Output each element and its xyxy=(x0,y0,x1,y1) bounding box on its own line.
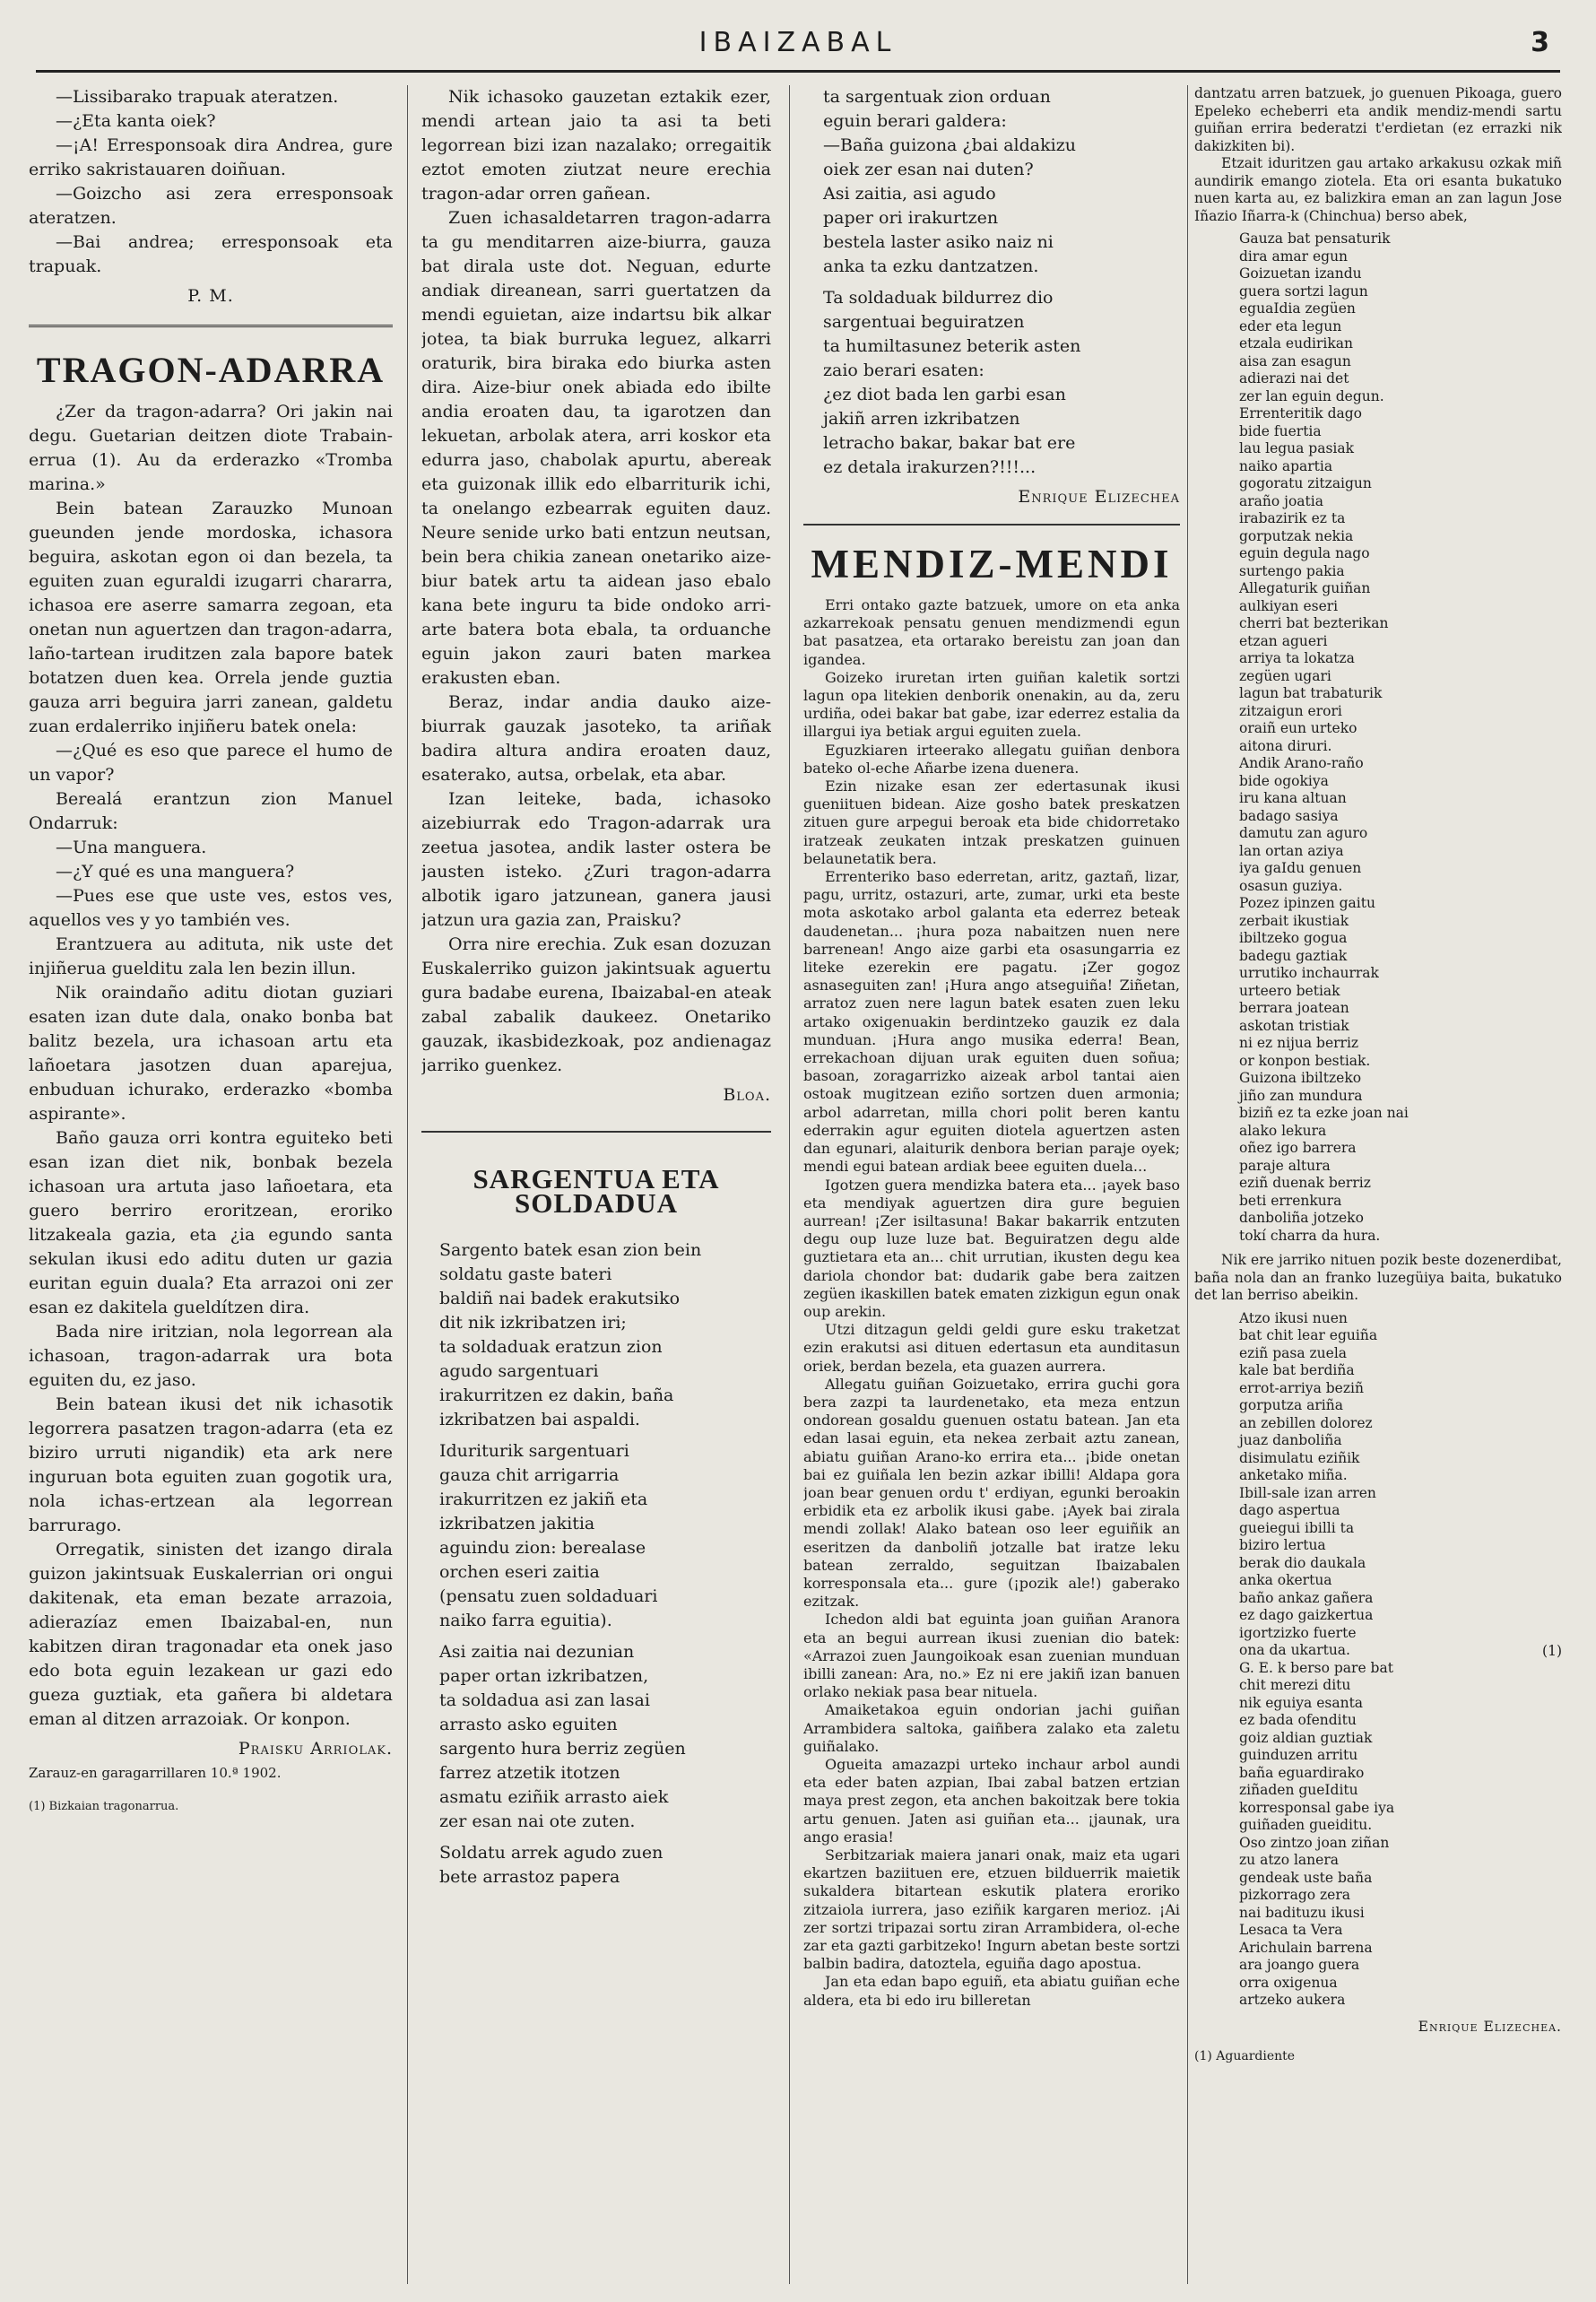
verse-line: eziñ pasa zuela xyxy=(1239,1344,1348,1361)
verse-line: Sargento batek esan zion bein xyxy=(439,1240,702,1260)
verse-line: askotan tristiak xyxy=(1239,1017,1349,1034)
poem-verses xyxy=(1194,230,1562,1245)
verse-line: zegüen ugari xyxy=(1239,667,1331,684)
verse-line: guiñaden gueiditu. xyxy=(1239,1817,1373,1833)
column-divider xyxy=(789,85,790,2284)
verse-line: kale bat berdiña xyxy=(1239,1362,1355,1378)
article-paragraph: Ogueita amazazpi urteko inchaur arbol aundi eta eder baten azpian, Ibai zabal batzen ertzian maya prest zegon, eta anchen bakoitzak bere tokia artu genuen. Jaten asi guiñan eta... ¡jaunak, ura ango erasia! xyxy=(803,1756,1180,1846)
footnote-marker: (1) xyxy=(1542,1642,1562,1659)
article-paragraph: Goizeko iruretan irten guiñan kaletik sortzi lagun opa litekien denborik onenakin, au da, zeru urdiña, odei bakar bat gabe, izar ederrez estalia da illargui iya betiak argui eguiten zuela. xyxy=(803,668,1180,741)
verse-line: cherri bat bezterikan xyxy=(1239,615,1389,631)
verse-line: zerbait ikustiak xyxy=(1239,912,1349,929)
verse-line: zer lan eguin degun. xyxy=(1239,387,1384,404)
verse-line: badago sasiya xyxy=(1239,807,1339,824)
verse-line: anka ta ezku dantzatzen. xyxy=(823,256,1039,276)
verse-line: ziñaden gueIditu xyxy=(1239,1782,1358,1798)
verse-line: igortzizko fuerte xyxy=(1239,1624,1357,1641)
article-paragraph: Erantzuera au adituta, nik uste det injiñerua guelditu zala len bezin illun. xyxy=(29,934,393,978)
verse-line: tokí charra da hura. xyxy=(1239,1227,1381,1244)
article-paragraph: dantzatu arren batzuek, jo guenuen Pikoaga, guero Epeleko echeberri eta andik mendiz-mendi sartu guiñan errira bederatzi t'erdietan (ez errazki nik dakizkiten bi). xyxy=(1194,85,1562,154)
verse-line: lagun bat trabaturik xyxy=(1239,685,1383,701)
verse-line: Asi zaitia nai dezunian xyxy=(439,1642,635,1662)
verse-line: baldiñ nai badek erakutsiko xyxy=(439,1289,681,1308)
verse-line: an zebillen dolorez xyxy=(1239,1414,1373,1431)
verse-line: ez bada ofenditu xyxy=(1239,1712,1357,1728)
verse-line: zer esan nai ote zuten. xyxy=(439,1811,636,1831)
verse-line: eguaIdia zegüen xyxy=(1239,300,1356,317)
verse-line: zitzaigun erori xyxy=(1239,702,1342,719)
verse-line: dago aspertua xyxy=(1239,1502,1340,1518)
verse-line: Iduriturik sargentuari xyxy=(439,1441,629,1461)
poem-verses xyxy=(1194,1310,1562,2010)
verse-line: irakurritzen ez dakin, baña xyxy=(439,1386,674,1405)
article-paragraph: Allegatu guiñan Goizuetako, errira guchi gora bera zazpi ta laurdenetako, eta meza entzun ondorean gosaldu guenuen ostatu batean. Jan eta edan lasai eguin, eta nekea zerbait aztu zanean, abiatu guiñan Arano-ko errira eta... ¡bide onetan bai ez guiñala len bezin azkar ibilli! Aldapa gora joan bear genuen ordu t' erdiyan, egunki beroakin erbidik eta ez arbolik ikusi gabe. ¡Ayek bai zirala mendi zollak! Alako batean oso leer eguiñik an eseritzen da danboliñ jotzalle bat iratze leku batean zerraldo, seguitzan Ibaizabalen korresponsala eta... gure (¡pozik ale!) gaberako ezitzak. xyxy=(803,1375,1180,1611)
verse-line: aitona diruri. xyxy=(1239,737,1332,754)
article-title: MENDIZ-MENDI xyxy=(811,542,1173,586)
verse-line: iru kana altuan xyxy=(1239,790,1347,806)
verse-line: orra oxigenua xyxy=(1239,1974,1338,1991)
dialogue-ending xyxy=(29,85,393,308)
verse-line: disimulatu eziñik xyxy=(1239,1449,1360,1466)
verse-line: ni ez nijua berriz xyxy=(1239,1035,1359,1051)
verse-line: adierazi nai det xyxy=(1239,370,1349,387)
verse-line: eguin degula nago xyxy=(1239,545,1370,561)
signature: Praisku Arriolak. xyxy=(238,1739,393,1759)
signature: Enrique Elizechea. xyxy=(1418,2018,1562,2035)
article-paragraph: Nik ichasoko gauzetan eztakik ezer, mendi artean jaio ta asi ta beti legorrean bizi izan nazalako; orregaitik eztot emoten ziutzat neure erechia tragon-adar orren gañean. xyxy=(421,87,771,204)
verse-line: juaz danboliña xyxy=(1239,1432,1342,1448)
poem-title: SARGENTUA ETA SOLDADUA xyxy=(473,1163,720,1219)
page-number: 3 xyxy=(1531,27,1549,58)
article-paragraph: Nik oraindaño aditu diotan guziari esaten izan dute dala, onako bonba bat balitz bezela, ura ichasoan artu eta lañoetara jasotzen duan aparejua, enbuduan ichurako, erderazko «bomba aspirante». xyxy=(29,983,393,1124)
verse-line: ta sargentuak zion orduan xyxy=(823,87,1051,107)
dialogue-line: —Lissibarako trapuak ateratzen. xyxy=(56,87,339,107)
masthead-title: IBAIZABAL xyxy=(698,27,898,58)
article-paragraph: Errenteriko baso ederretan, aritz, gaztañ, lizar, pagu, urritz, ostazuri, arte, zumar, urki eta beste mota askotako arbol galanta eta ederrez beteak daudenetan... ¡hura poza nabaitzen nuen nere barrenean! Ango aize garbi eta osasungarria ez liteke ezerekin ere pagatu. ¡Zer gogoz asnaseguiten zan! ¡Hura ango atseguiña! Ziñetan, arratoz zuen nere lagun batek esaten zuen leku artako oxigenuakin berdintzeko gauzik ez dala munduan. ¡Hura ango musika ederra! Bean, errekachoan dijuan urak eguiten duen soñua; basoan, zoragarrizko aizeak arbol tantai aien ostoak mugitzean eziño sortzen duen armonia; arbol adarretan, milla chori polit beren kantu ederrakin agur eguiten diotela aguertzen asten dan egunari, alaiturik denbora berian paraje oyek; mendi egui batean ardiak beee eguiten duela... xyxy=(803,868,1180,1176)
verse-line: osasun guziya. xyxy=(1239,877,1343,894)
column-divider xyxy=(1187,85,1188,2284)
article-paragraph: Igotzen guera mendizka batera eta... ¡ayek baso eta mendiyak aguertzen dira gure beguien aurrean! ¡Zer isiltasuna! Bakar bakarrik entzuten degu oup luze luze bat. Beguiratzen degu alde guztietara eta an... chit urrutian, ikusten degu kea dariola chondor bat: dudarik gabe bera zaitzen zegüen ikaskillen batek ematen zizkigun egun onak oup arekin. xyxy=(803,1176,1180,1320)
verse-line: danboliña jotzeko xyxy=(1239,1210,1364,1226)
verse-line: lan ortan aziya xyxy=(1239,842,1344,859)
article-tragon-adarra xyxy=(29,350,393,1819)
verse-line: Arichulain barrena xyxy=(1239,1939,1373,1956)
verse-line: ez detala irakurzen?!!!... xyxy=(823,457,1037,477)
verse-line: gorputza ariña xyxy=(1239,1397,1343,1413)
verse-line: eziñ duenak berriz xyxy=(1239,1175,1371,1191)
verse-line: irabazirik ez ta xyxy=(1239,510,1346,526)
verse-line: araño joatia xyxy=(1239,492,1323,509)
verse-line: gorputzak nekia xyxy=(1239,527,1354,544)
verse-line: baña eguardirako xyxy=(1239,1764,1365,1781)
verse-line: urrutiko inchaurrak xyxy=(1239,965,1379,981)
verse-line: etzala eudirikan xyxy=(1239,335,1353,352)
signature: P. M. xyxy=(187,286,234,306)
verse-line: Allegaturik guiñan xyxy=(1239,580,1371,596)
article-paragraph: Ezin nizake esan zer edertasunak ikusi gueniituen bidean. Aize gosho batek preskatzen zituen gure arpegui beroak eta bide chidorretako iratzeak zeukaten intzak preskatzen guinuen belaunetatik bera. xyxy=(803,777,1180,867)
verse-line: alako lekura xyxy=(1239,1122,1327,1139)
verse-line: izkribatzen jakitia xyxy=(439,1514,595,1533)
verse-line: gendeak uste baña xyxy=(1239,1869,1373,1886)
article-paragraph: Bein batean Zarauzko Munoan gueunden jende mordoska, ichasora beguira, askotan egon oi dan bezela, ta eguiten zuan eguraldi izugarri chararra, ichasoa ere aserre samarra zegoan, eta onetan nun aguertzen dan tragon-adarra, laño-tartean iruditzen zala bapore batek botatzen duen kea. Orrela jende guztia gauza arri beguira jarri zanean, galdetu zuan erdalerriko injiñeru batek onela: xyxy=(29,499,393,736)
verse-line: Oso zintzo joan ziñan xyxy=(1239,1834,1390,1851)
verse-line: —Baña guizona ¿bai aldakizu xyxy=(823,135,1076,155)
article-paragraph: Orregatik, sinisten det izango dirala guizon jakintsuak Euskalerrian ori ongui dakitenak, eta eman bezate arrazoia, adierazíaz emen Ibaizabal-en, nun kabitzen diran tragonadar eta onek jaso edo bota eguin lezakean ur gazi edo gueza guztiak, eta gañera bi aldetara eman al ditzen arrazoiak. Or konpon. xyxy=(29,1540,393,1729)
column-2 xyxy=(421,85,771,2284)
verse-line: dit nik izkribatzen iri; xyxy=(439,1313,627,1333)
article-body xyxy=(803,596,1180,2010)
verse-line: guinduzen arritu xyxy=(1239,1747,1358,1763)
verse-line: baño ankaz gañera xyxy=(1239,1589,1374,1606)
verse-line: arriya ta lokatza xyxy=(1239,650,1355,666)
verse-line: paraje altura xyxy=(1239,1157,1331,1174)
verse-line: gauza chit arrigarria xyxy=(439,1465,620,1485)
verse-line: oraiñ eun urteko xyxy=(1239,720,1357,736)
verse-line: iya gaIdu genuen xyxy=(1239,860,1362,876)
verse-line: Ta soldaduak bildurrez dio xyxy=(823,288,1054,308)
verse-line: chit merezi ditu xyxy=(1239,1677,1351,1693)
article-paragraph: Bein batean ikusi det nik ichasotik legorrera pasatzen tragon-adarra (eta ez biziro urruti nigandik) eta ark nere inguruan bota eguiten zuan gogotik ura, nola ichas-ertzean ala legorrean barrurago. xyxy=(29,1394,393,1535)
section-rule xyxy=(421,1131,771,1133)
dateline: Zarauz-en garagarrillaren 10.ª 1902. xyxy=(29,1765,282,1781)
column-3 xyxy=(803,85,1180,2284)
verse-line: ara joango guera xyxy=(1239,1957,1360,1973)
verse-line: anketako miña. xyxy=(1239,1467,1348,1483)
article-paragraph: ¿Zer da tragon-adarra? Ori jakin nai degu. Guetarian deitzen diote Trabain-errua (1). Au da erderazko «Tromba marina.» xyxy=(29,402,393,494)
article-paragraph: Ichedon aldi bat eguinta joan guiñan Aranora eta an begui aurrean ikusi zuenian dio batek: «Arrazoi zuen Jaungoikoak esan zuenian munduan ibilli zanean: Ara, no.» Ez ni ere jakiñ izan banuen orlako nekiak pasa bear nituela. xyxy=(803,1611,1180,1701)
verse-line: Lesaca ta Vera xyxy=(1239,1922,1343,1938)
verse-line: agudo sargentuari xyxy=(439,1361,599,1381)
verse-line: orchen eseri zaitia xyxy=(439,1562,600,1582)
verse-line: paper ori irakurtzen xyxy=(823,208,999,228)
verse-line: etzan agueri xyxy=(1239,632,1328,649)
verse-line: Goizuetan izandu xyxy=(1239,265,1362,282)
article-paragraph: Nik ere jarriko nituen pozik beste dozenerdibat, baña nola dan an franko luzegüiya baita, bukatuko det lan berriso abeikin. xyxy=(1194,1252,1562,1303)
verse-line: (pensatu zuen soldaduari xyxy=(439,1586,658,1606)
verse-line: badegu gaztiak xyxy=(1239,947,1348,964)
verse-line: Ibill-sale izan arren xyxy=(1239,1484,1376,1501)
article-paragraph: —¿Y qué es una manguera? xyxy=(56,862,295,882)
footnote: (1) Aguardiente xyxy=(1194,2049,1296,2063)
verse-line: eder eta legun xyxy=(1239,317,1342,334)
section-rule xyxy=(803,524,1180,526)
verse-line: ta soldaduak eratzun zion xyxy=(439,1337,663,1357)
verse-line: izkribatzen bai aspaldi. xyxy=(439,1410,640,1429)
verse-line: irakurritzen ez jakiñ eta xyxy=(439,1490,648,1509)
verse-line: ona da ukartua. xyxy=(1239,1642,1350,1658)
article-title: TRAGON-ADARRA xyxy=(36,350,386,390)
article-paragraph: Jan eta edan bapo eguiñ, eta abiatu guiñan eche aldera, eta bi edo iru billeretan xyxy=(803,1973,1180,2009)
verse-line: paper ortan izkribatzen, xyxy=(439,1666,649,1686)
article-paragraph: Erri ontako gazte batzuek, umore on eta anka azkarrekoak pensatu genuen mendizmendi egun bat pasatzea, eta ortarako bereistu zan joan dan igandea. xyxy=(803,596,1180,668)
verse-line: beti errenkura xyxy=(1239,1192,1342,1209)
article-paragraph: Berealá erantzun zion Manuel Ondarruk: xyxy=(29,789,393,833)
verse-line: or konpon bestiak. xyxy=(1239,1052,1371,1069)
verse-line: jiño zan mundura xyxy=(1239,1087,1363,1104)
signature: Enrique Elizechea xyxy=(1018,487,1180,507)
verse-line: Andik Arano-raño xyxy=(1239,755,1364,771)
signature: Bloa. xyxy=(723,1085,771,1105)
verse-line: ta soldadua asi zan lasai xyxy=(439,1690,650,1710)
column-divider xyxy=(407,85,408,2284)
verse-line: pizkorrago zera xyxy=(1239,1887,1350,1903)
verse-line: berrara joatean xyxy=(1239,1000,1349,1016)
verse-line: bestela laster asiko naiz ni xyxy=(823,232,1054,252)
verse-line: guera sortzi lagun xyxy=(1239,282,1368,300)
verse-line: ta humiltasunez beterik asten xyxy=(823,336,1081,356)
verse-line: bide ogokiya xyxy=(1239,772,1329,789)
article-paragraph: Beraz, indar andia dauko aize-biurrak gauzak jasoteko, ta ariñak badira altura andira eroaten dauz, esaterako, autsa, orbelak, eta abar. xyxy=(421,692,771,785)
article-paragraph: Orra nire erechia. Zuk esan dozuzan Euskalerriko guizon jakintsuak aguertu gura badabe eurena, Ibaizabal-en ateak zabal zabalik daukeez. Onetariko gauzak, ikasbidezkoak, poz andienagaz jarriko guenkez. xyxy=(421,934,771,1075)
verse-line: Gauza bat pensaturik xyxy=(1239,230,1391,247)
poem-verses xyxy=(421,1238,771,1889)
verse-line: oñez igo barrera xyxy=(1239,1140,1357,1156)
verse-line: biziñ ez ta ezke joan nai xyxy=(1239,1105,1409,1121)
dialogue-line: —Bai andrea; erresponsoak eta trapuak. xyxy=(29,232,393,276)
verse-line: aulkiyan eseri xyxy=(1239,597,1339,614)
verse-line: bide fuertia xyxy=(1239,422,1322,439)
verse-line: biziro lertua xyxy=(1239,1537,1326,1553)
verse-line: ¿ez diot bada len garbi esan xyxy=(823,385,1066,404)
verse-line: zaio berari esaten: xyxy=(823,361,984,380)
footnote: (1) Bizkaian tragonarrua. xyxy=(29,1800,179,1813)
verse-line: Guizona ibiltzeko xyxy=(1239,1070,1362,1086)
article-paragraph: Baño gauza orri kontra eguiteko beti esan izan diet nik, bonbak bezela ichasoan ura artuta jaso lañoetara, eta guero berriro eroritzean, eroriko litzakeala gazia, eta ¿ia egundo santa sekulan ikusi edo aditu duten ur gazia euritan eguin duala? Eta arrazoi oni zer esan ez dakitela gueldítzen dira. xyxy=(29,1128,393,1317)
article-paragraph: Etzait iduritzen gau artako arkakusu ozkak miñ aundirik emango ziotela. Eta ori esanta bukatuko nuen karta au, ez balizkira eman an zan lagun Jose Iñazio Iñarra-k (Chinchua) berso abek, xyxy=(1194,155,1562,224)
dialogue-line: —Goizcho asi zera erresponsoak ateratzen. xyxy=(29,184,393,228)
verse-line: damutu zan aguro xyxy=(1239,825,1368,841)
verse-line: G. E. k berso pare bat xyxy=(1239,1659,1393,1676)
verse-line: asmatu eziñik arrasto aiek xyxy=(439,1787,669,1807)
verse-line: oiek zer esan nai duten? xyxy=(823,160,1034,179)
verse-line: nik eguiya esanta xyxy=(1239,1694,1364,1711)
verse-line: ez dago gaizkertua xyxy=(1239,1607,1374,1623)
dialogue-line: —¡A! Erresponsoak dira Andrea, gure erriko sakristauaren doiñuan. xyxy=(29,135,393,179)
verse-line: artzeko aukera xyxy=(1239,1992,1346,2008)
article-paragraph: —¿Qué es eso que parece el humo de un vapor? xyxy=(29,741,393,785)
verse-line: goiz aldian guztiak xyxy=(1239,1729,1373,1746)
verse-line: soldatu gaste bateri xyxy=(439,1264,612,1284)
article-mendiz-mendi xyxy=(803,542,1180,2010)
verse-line: zu atzo lanera xyxy=(1239,1852,1339,1868)
dialogue-line: —¿Eta kanta oiek? xyxy=(56,111,216,131)
verse-line: letracho bakar, bakar bat ere xyxy=(823,433,1076,453)
verse-line: Pozez ipinzen gaitu xyxy=(1239,895,1375,911)
article-paragraph: Eguzkiaren irteerako allegatu guiñan denbora bateko ol-eche Añarbe izena duenera. xyxy=(803,741,1180,777)
verse-line: jakiñ arren izkribatzen xyxy=(823,409,1020,429)
verse-line: lau legua pasiak xyxy=(1239,440,1355,456)
verse-line: naiko apartia xyxy=(1239,457,1333,474)
verse-line: aguindu zion: berealase xyxy=(439,1538,646,1558)
article-paragraph: Amaiketakoa eguin ondorian jachi guiñan Arrambidera saltoka, gaiñbera zalako eta zaletu guiñalako. xyxy=(803,1701,1180,1755)
verse-line: berak dio daukala xyxy=(1239,1554,1366,1571)
verse-line: anka okertua xyxy=(1239,1572,1332,1588)
verse-line: naiko farra eguitia). xyxy=(439,1611,612,1630)
verse-line: Soldatu arrek agudo zuen xyxy=(439,1843,664,1863)
verse-line: ibiltzeko gogua xyxy=(1239,930,1348,946)
poem-continuation xyxy=(803,85,1180,480)
verse-line: Errenteritik dago xyxy=(1239,405,1362,421)
verse-line: sargento hura berriz zegüen xyxy=(439,1739,686,1759)
article-paragraph: —Una manguera. xyxy=(56,838,207,857)
poem-sargentua xyxy=(421,1163,771,1889)
verse-line: arrasto asko eguiten xyxy=(439,1715,618,1734)
article-paragraph: Zuen ichasaldetarren tragon-adarra ta gu menditarren aize-biurra, gauza bat dirala uste dot. Neguan, edurte andiak direanean, sarri guertatzen da mendi eguietan, aize indartsu bik alkar jotea, ta biak burruka leguez, alkarri oraturik, bira biraka edo biurka asten dira. Aize-biur onek abiada edo ibilte andia eroaten dau, ta igarotzen dan lekuetan, arbolak atera, arri koskor eta edurra jaso, chabolak apurtu, abereak eta guizonak illik edo elbarriturik ichi, ta onelango ezbearrak eguiten dauz. Neure senide urko bati entzun neutsan, bein bera chikia zanean onetariko aize-biur batek artu ta aidean jaso ebalo kana bete inguru ta bide ondoko arri-arte batera bota ebala, ta orduanche eguin jakon zauri baten markea erakusten eban. xyxy=(421,208,771,688)
article-paragraph: —Pues ese que uste ves, estos ves, aquellos ves y yo también ves. xyxy=(29,886,393,930)
verse-line: surtengo pakia xyxy=(1239,562,1345,579)
header-rule xyxy=(36,70,1560,73)
article-paragraph: Bada nire iritzian, nola legorrean ala ichasoan, tragon-adarrak ura bota eguiten du, ez jaso. xyxy=(29,1322,393,1390)
article-paragraph: Izan leiteke, bada, ichasoko aizebiurrak edo Tragon-adarrak ura zeetua jasotea, andik laster ostera be jausten isteko. ¿Zuri tragon-adarra albotik igaro jatzunean, ganera jausi jatzun ura gazia zan, Praisku? xyxy=(421,789,771,930)
verse-line: sargentuai beguiratzen xyxy=(823,312,1025,332)
verse-line: dira amar egun xyxy=(1239,248,1349,265)
verse-line: farrez atzetik itotzen xyxy=(439,1763,620,1783)
verse-line: Asi zaitia, asi agudo xyxy=(823,184,996,204)
verse-line: errot-arriya beziñ xyxy=(1239,1379,1364,1396)
verse-line: nai badituzu ikusi xyxy=(1239,1904,1365,1921)
running-header xyxy=(36,27,1560,66)
verse-line: bat chit lear eguiña xyxy=(1239,1327,1378,1343)
column-4 xyxy=(1194,85,1562,2284)
article-paragraph: Utzi ditzagun geldi geldi gure esku traketzat ezin erakutsi asi dituen edertasun eta aunditasun oriek, berdan bezela, eta guazen aurrera. xyxy=(803,1321,1180,1375)
verse-line: urteero betiak xyxy=(1239,982,1340,999)
verse-line: korresponsal gabe iya xyxy=(1239,1799,1395,1816)
verse-line: aisa zan esagun xyxy=(1239,352,1351,369)
verse-line: eguin berari galdera: xyxy=(823,111,1007,131)
section-rule xyxy=(29,325,393,327)
verse-line: gueiegui ibilli ta xyxy=(1239,1519,1355,1536)
verse-line: bete arrastoz papera xyxy=(439,1867,620,1887)
verse-line: gogoratu zitzaigun xyxy=(1239,475,1372,491)
column-1 xyxy=(29,85,393,2284)
article-paragraph: Serbitzariak maiera janari onak, maiz eta ugari ekartzen baziituen ere, etzuen bilduerrik maietik sukaldera bitartean eskutik platera eroriko zitzaiola iurrera, jaso eziñik kargaren merioz. ¡Ai zer sortzi tripazai sortu ziran Arrambidera, ol-eche zar eta gazti garbitzeko! Ingurn abetan beste sortzi balbin badira, datoztela, eguiña dago apostua. xyxy=(803,1846,1180,1973)
verse-line: Atzo ikusi nuen xyxy=(1239,1309,1348,1326)
